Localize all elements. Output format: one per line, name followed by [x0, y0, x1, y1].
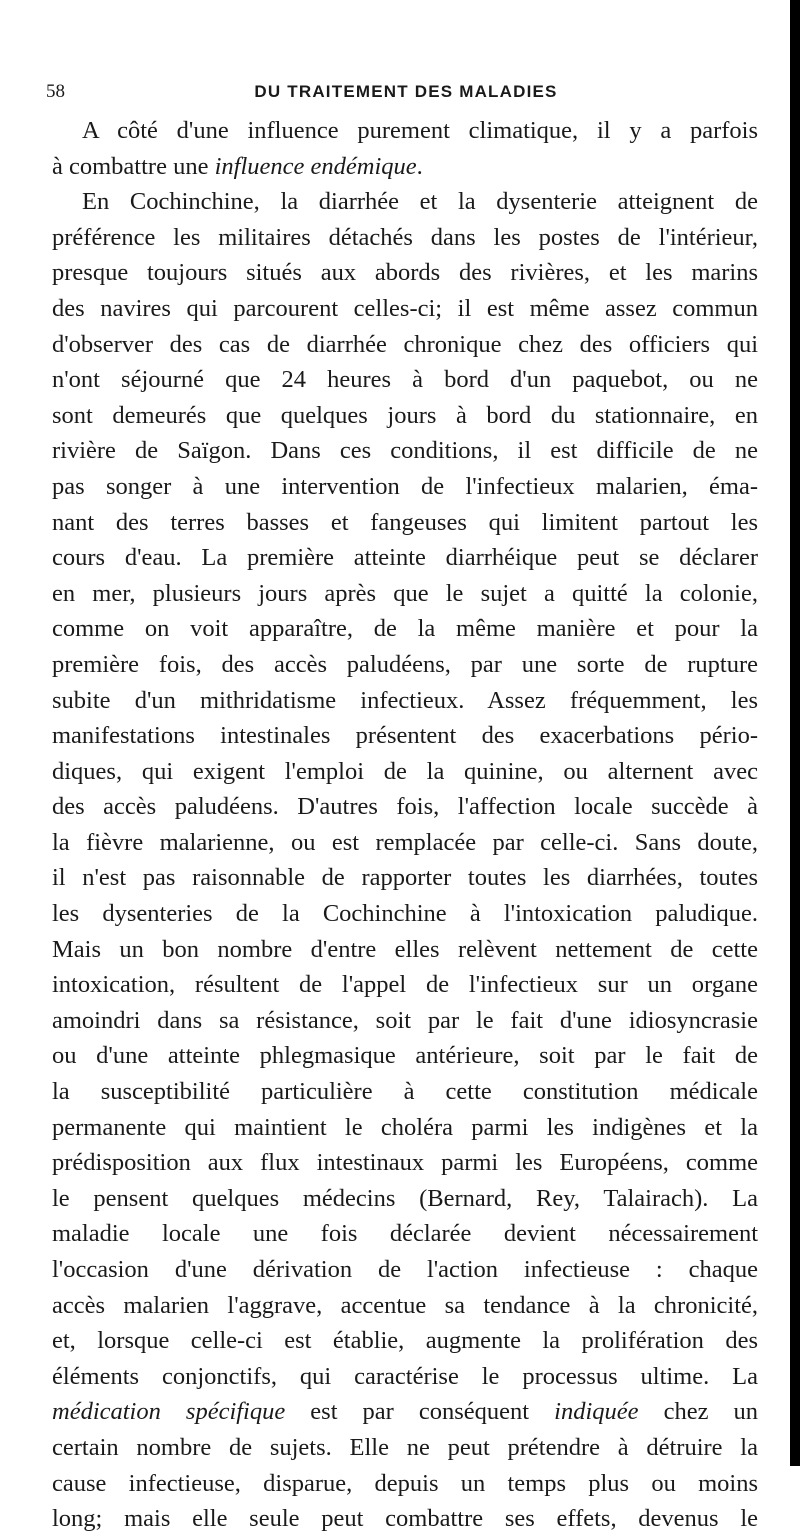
- text-line: l'occasion d'une dérivation de l'action infectieuse : chaque: [52, 1256, 758, 1283]
- text-line: prédisposition aux flux intestinaux parmi les Européens, comme: [52, 1149, 758, 1177]
- page-number: 58: [46, 81, 65, 102]
- text-line: à combattre une influence endémique.: [52, 152, 423, 180]
- text-line: les dysenteries de la Cochinchine à l'intoxication paludique.: [52, 900, 758, 928]
- text-line: sont demeurés que quelques jours à bord du stationnaire, en: [52, 401, 758, 429]
- text-line: comme on voit apparaître, de la même manière et pour la: [52, 615, 758, 643]
- text-line: presque toujours situés aux abords des rivières, et les marins: [52, 259, 758, 287]
- text-line: En Cochinchine, la diarrhée et la dysenterie atteignent de: [82, 188, 758, 216]
- text-line: et, lorsque celle-ci est établie, augmente la prolifération des: [52, 1327, 758, 1355]
- italic-phrase: médication spécifique: [52, 1398, 286, 1426]
- page-edge: [790, 0, 800, 1466]
- text-line: d'observer des cas de diarrhée chronique chez des officiers qui: [52, 330, 758, 358]
- text-line: cause infectieuse, disparue, depuis un temps plus ou moins: [52, 1469, 758, 1497]
- text-line: des navires qui parcourent celles-ci; il est même assez commun: [52, 294, 758, 322]
- text-line: médication spécifique est par conséquent indiquée chez un: [52, 1398, 758, 1426]
- text-line: le pensent quelques médecins (Bernard, Rey, Talairach). La: [52, 1184, 758, 1212]
- text-line: des accès paludéens. D'autres fois, l'affection locale succède à: [52, 793, 758, 821]
- text-line: n'ont séjourné que 24 heures à bord d'un paquebot, ou ne: [52, 366, 758, 394]
- text-line: première fois, des accès paludéens, par une sorte de rupture: [52, 650, 758, 678]
- text-line: la susceptibilité particulière à cette constitution médicale: [52, 1078, 758, 1106]
- italic-phrase: influence endémique: [214, 152, 417, 180]
- text-line: permanente qui maintient le choléra parmi les indigènes et la: [52, 1113, 758, 1141]
- text-line: ou d'une atteinte phlegmasique antérieure, soit par le fait de: [52, 1042, 758, 1070]
- running-title: DU TRAITEMENT DES MALADIES: [254, 82, 558, 101]
- text-line: A côté d'une influence purement climatique, il y a parfois: [82, 117, 758, 144]
- text-line: il n'est pas raisonnable de rapporter toutes les diarrhées, toutes: [52, 864, 758, 892]
- text-line: cours d'eau. La première atteinte diarrhéique peut se déclarer: [52, 544, 758, 572]
- text-line: accès malarien l'aggrave, accentue sa tendance à la chronicité,: [52, 1291, 758, 1319]
- text-line: diques, qui exigent l'emploi de la quinine, ou alternent avec: [52, 757, 758, 785]
- text-line: subite d'un mithridatisme infectieux. Assez fréquemment, les: [52, 686, 758, 714]
- body-text: [52, 113, 758, 1537]
- page-header: [46, 80, 766, 108]
- text-line: préférence les militaires détachés dans les postes de l'intérieur,: [52, 223, 758, 251]
- text-line: nant des terres basses et fangeuses qui limitent partout les: [52, 508, 758, 536]
- text-line: rivière de Saïgon. Dans ces conditions, il est difficile de ne: [52, 437, 758, 465]
- text-line: intoxication, résultent de l'appel de l'infectieux sur un organe: [52, 971, 758, 999]
- text-line: éléments conjonctifs, qui caractérise le processus ultime. La: [52, 1362, 758, 1390]
- text-line: pas songer à une intervention de l'infectieux malarien, éma-: [52, 472, 758, 500]
- text-line: en mer, plusieurs jours après que le sujet a quitté la colonie,: [52, 579, 758, 607]
- text-line: long; mais elle seule peut combattre ses effets, devenus le: [52, 1505, 758, 1533]
- text-line: la fièvre malarienne, ou est remplacée par celle-ci. Sans doute,: [52, 828, 758, 856]
- text-line: amoindri dans sa résistance, soit par le fait d'une idiosyncrasie: [52, 1006, 758, 1034]
- text-line: maladie locale une fois déclarée devient nécessairement: [52, 1220, 758, 1248]
- italic-phrase: indiquée: [554, 1398, 639, 1426]
- text-line: Mais un bon nombre d'entre elles relèvent nettement de cette: [52, 935, 758, 963]
- text-line: certain nombre de sujets. Elle ne peut prétendre à détruire la: [52, 1433, 758, 1461]
- text-line: manifestations intestinales présentent des exacerbations pério-: [52, 722, 758, 750]
